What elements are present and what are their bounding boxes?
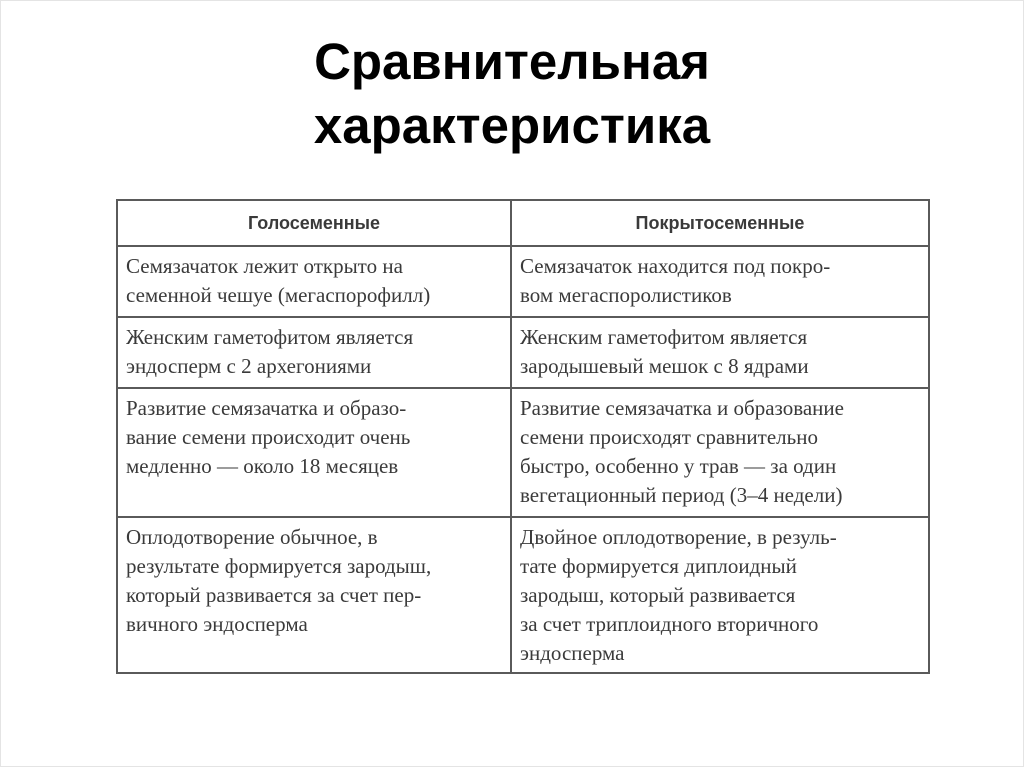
cell-text-line: Семязачаток лежит открыто на <box>126 254 403 278</box>
cell-gymnosperms <box>117 517 511 673</box>
table-row <box>117 388 929 517</box>
cell-text-line: Двойное оплодотворение, в резуль- <box>520 525 837 549</box>
cell-text-line: Развитие семязачатка и образование <box>520 396 844 420</box>
slide-title-line-2: характеристика <box>313 97 711 154</box>
cell-angiosperms <box>511 317 929 388</box>
cell-text-line: семенной чешуе (мегаспорофилл) <box>126 283 431 307</box>
cell-text-line: который развивается за счет пер- <box>126 583 422 607</box>
cell-text-line: вичного эндосперма <box>126 612 308 636</box>
cell-angiosperms <box>511 517 929 673</box>
slide-title-line-1: Сравнительная <box>314 33 710 90</box>
cell-angiosperms <box>511 246 929 317</box>
cell-gymnosperms <box>117 388 511 517</box>
cell-text-line: Женским гаметофитом является <box>126 325 414 349</box>
cell-text-line: Семязачаток находится под покро- <box>520 254 831 278</box>
table-row <box>117 317 929 388</box>
cell-gymnosperms <box>117 246 511 317</box>
cell-text-line: вание семени происходит очень <box>126 425 411 449</box>
comparison-table <box>116 199 930 674</box>
table-row <box>117 246 929 317</box>
cell-text-line: зародышевый мешок с 8 ядрами <box>520 354 809 378</box>
cell-text-line: тате формируется диплоидный <box>520 554 797 578</box>
header-angiosperms: Покрытосеменные <box>511 200 929 246</box>
cell-text-line: эндосперм с 2 архегониями <box>126 354 372 378</box>
cell-text-line: Женским гаметофитом является <box>520 325 808 349</box>
cell-text-line: зародыш, который развивается <box>520 583 796 607</box>
cell-text-line: результате формируется зародыш, <box>126 554 432 578</box>
cell-text-line: Развитие семязачатка и образо- <box>126 396 407 420</box>
table-row <box>117 517 929 673</box>
cell-angiosperms <box>511 388 929 517</box>
cell-text-line: быстро, особенно у трав — за один <box>520 454 837 478</box>
cell-text-line: семени происходят сравнительно <box>520 425 818 449</box>
cell-text-line: вом мегаспоролистиков <box>520 283 732 307</box>
slide-title <box>0 30 1024 158</box>
cell-text-line: эндосперма <box>520 641 625 665</box>
cell-text-line: вегетационный период (3–4 недели) <box>520 483 843 507</box>
cell-text-line: за счет триплоидного вторичного <box>520 612 819 636</box>
cell-text-line: медленно — около 18 месяцев <box>126 454 399 478</box>
header-gymnosperms: Голосеменные <box>117 200 511 246</box>
table-header-row <box>117 200 929 246</box>
cell-text-line: Оплодотворение обычное, в <box>126 525 378 549</box>
cell-gymnosperms <box>117 317 511 388</box>
